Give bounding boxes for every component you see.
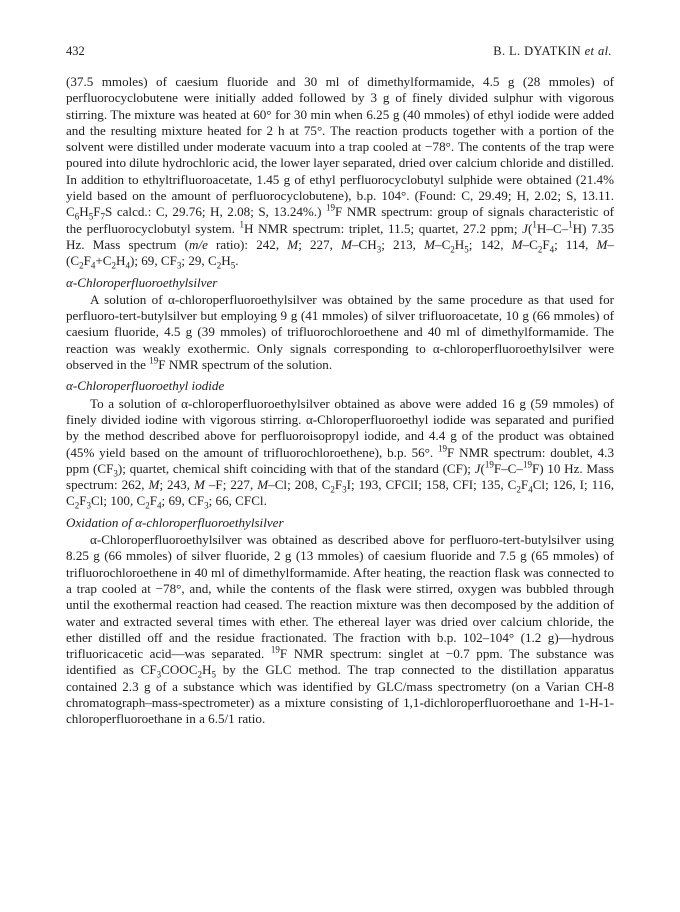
section-paragraph-chloroperfluoroethyl-iodide: To a solution of α-chloroperfluoroethylsilver obtained as above were added 16 g (59 mmoles) of finely divided iodine with vigorous stirring. α-Chloroperfluoroethyl iodide was separated and purified by the method described above for perfluoroisopropyl iodide, and 4.4 g of the product was obtained (45% yield based on the amount of trifluorochloroethene), b.p. 56°. $^{19}$F NMR spectrum: doublet, 4.3 ppm $(CF_3)$; quartet, chemical shift coinciding with that of the standard (CF); J($^{19}$F–C–$^{19}$F) 10 Hz. Mass spectrum: 262, M; 243, M –F; 227, M–Cl; 208, $C_2F_3I$; 193, CFClI; 158, CFI; 135, $C_2F_4Cl$; 126, I; 116, $C_2F_3Cl$; 100, $C_2F_4$; 69, $CF_3$; 66, CFCl. <box>66 395 615 512</box>
section-heading-oxidation: Oxidation of α-chloroperfluoroethylsilver <box>66 514 284 530</box>
section-paragraph-chloroperfluoroethylsilver: A solution of α-chloroperfluoroethylsilver was obtained by the same procedure as that used for perfluoro-tert-butylsilver but employing 9 g (41 mmoles) of silver trifluoroacetate, 10 g (66 mmoles) of caesium fluoride, 4.5 g (39 mmoles) of trifluorochloroethene and 40 ml of dimethylformamide. The reaction was weakly exothermic. Only signals corresponding to α-chloroperfluoroethylsilver were observed in the $^{19}$F NMR spectrum of the solution. <box>66 291 614 373</box>
running-head <box>493 44 612 59</box>
running-head-authors: B. L. DYATKIN <box>493 44 582 58</box>
section-heading-chloroperfluoroethyl-iodide: α-Chloroperfluoroethyl iodide <box>66 378 225 394</box>
page-header <box>66 44 612 60</box>
section-heading-chloroperfluoroethylsilver: α-Chloroperfluoroethylsilver <box>66 274 218 290</box>
article-body <box>66 74 614 728</box>
running-head-et-al: et al. <box>584 44 612 58</box>
page-number: 432 <box>66 44 85 58</box>
intro-paragraph: (37.5 mmoles) of caesium fluoride and 30 ml of dimethylformamide, 4.5 g (28 mmoles) of perfluorocyclobutene were initially added followed by 3 g of finely divided sulphur with vigorous stirring. The mixture was heated at 60° for 30 min when 6.25 g (40 mmoles) of ethyl iodide were added and the resulting mixture heated for 2 h at 75°. The reaction products together with a portion of the solvent were distilled under moderate vacuum into a trap cooled at −78°. The contents of the trap were poured into dilute hydrochloric acid, the lower layer separated, dried over calcium chloride and distilled. In addition to ethyltrifluoroacetate, 1.45 g of ethyl perfluorocyclobutyl sulphide were obtained (21.4% yield based on the amount of perfluorocyclobutene), b.p. 104°. (Found: C, 29.49; H, 2.02; S, 13.11. $C_6H_5F_7S$ calcd.: C, 29.76; H, 2.08; S, 13.24%.) $^{19}$F NMR spectrum: group of signals characteristic of the perfluorocyclobutyl system. $^1$H NMR spectrum: triplet, 11.5; quartet, 27.2 ppm; J($^1$H–C–$^1$H) 7.35 Hz. Mass spectrum (m/e ratio): 242, M; 227, $M-CH_3$; 213, $M-C_2H_5$; 142, $M-C_2F_4$; 114, $M-(C_2F_4+C_2H_4)$; 69, $CF_3$; 29, $C_2H_5$. <box>66 74 614 271</box>
section-paragraph-oxidation: α-Chloroperfluoroethylsilver was obtained as described above for perfluoro-tert-butylsilver using 8.25 g (66 mmoles) of silver fluoride, 2 g (13 mmoles) of caesium fluoride and 7.5 g (65 mmoles) of trifluorochloroethene in 40 ml of dimethylformamide. After heating, the reaction flask was connected to a trap cooled at −78°, and, while the contents of the flask were stirred, oxygen was bubbled through until the exothermal reaction had ceased. The reaction mixture was then decomposed by the addition of water and extracted several times with ether. The ethereal layer was dried over calcium chloride, the ether distilled off and the residue fractionated. The fraction with b.p. 102–104° (1.2 g)—hydrous trifluoricacetic acid—was separated. $^{19}$F NMR spectrum: singlet at −0.7 ppm. The substance was identified as $CF_3COOC_2H_5$ by the GLC method. The trap connected to the distillation apparatus contained 2.3 g of a substance which was identified by GLC/mass spectrometry (on a Varian CH-8 chromatograph–mass-spectrometer) as a mixture consisting of 1,1-dichloroperfluoroethane and 1-H-1-chloroperfluoroethane in a 6.5/1 ratio. <box>66 532 614 727</box>
